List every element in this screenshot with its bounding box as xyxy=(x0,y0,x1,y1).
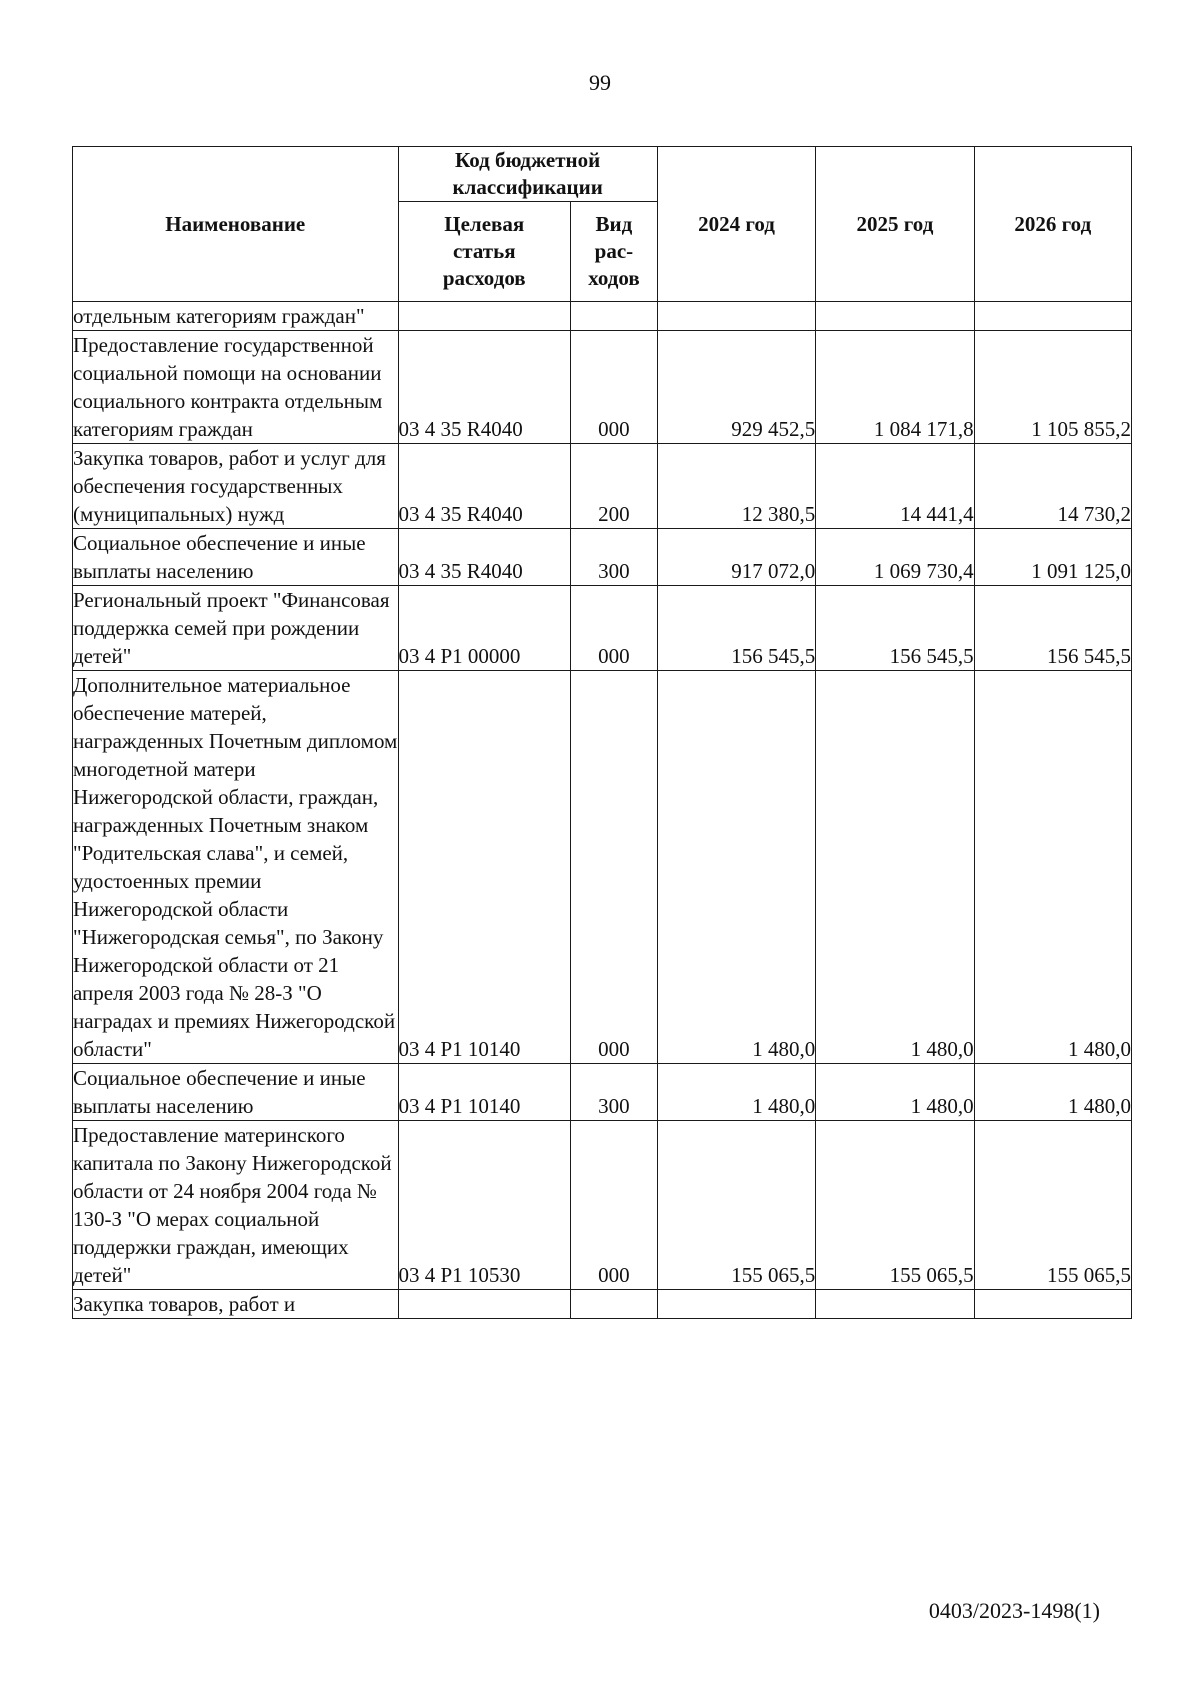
row-value-2026: 1 480,0 xyxy=(974,671,1131,1064)
row-value-2026: 1 091 125,0 xyxy=(974,529,1131,586)
row-expense-type xyxy=(571,302,658,331)
row-name: Закупка товаров, работ и услуг для обеспечения государственных (муниципальных) нужд xyxy=(73,444,399,529)
row-value-2024: 929 452,5 xyxy=(657,331,815,444)
table-row xyxy=(73,586,1132,671)
table-row xyxy=(73,529,1132,586)
row-name: Социальное обеспечение и иные выплаты населению xyxy=(73,1064,399,1121)
row-value-2024: 1 480,0 xyxy=(657,1064,815,1121)
row-target-code xyxy=(398,302,571,331)
row-value-2025: 1 480,0 xyxy=(816,671,974,1064)
row-target-code: 03 4 P1 10140 xyxy=(398,1064,571,1121)
header-target-article: Целевая статья расходов xyxy=(398,202,571,302)
header-2026: 2026 год xyxy=(974,147,1131,302)
row-value-2025: 14 441,4 xyxy=(816,444,974,529)
row-value-2025: 1 084 171,8 xyxy=(816,331,974,444)
row-name: Предоставление материнского капитала по Закону Нижегородской области от 24 ноября 2004 года № 130-З "О мерах социальной поддержки граждан, имеющих детей" xyxy=(73,1121,399,1290)
row-value-2026: 155 065,5 xyxy=(974,1121,1131,1290)
row-value-2026: 1 480,0 xyxy=(974,1064,1131,1121)
row-value-2024: 12 380,5 xyxy=(657,444,815,529)
row-value-2026: 156 545,5 xyxy=(974,586,1131,671)
page-number: 99 xyxy=(589,70,611,95)
row-value-2024 xyxy=(657,1290,815,1319)
row-target-code xyxy=(398,1290,571,1319)
row-target-code: 03 4 P1 10530 xyxy=(398,1121,571,1290)
row-value-2025: 1 069 730,4 xyxy=(816,529,974,586)
document-id: 0403/2023-1498(1) xyxy=(928,1598,1100,1623)
row-expense-type: 000 xyxy=(571,586,658,671)
table-row xyxy=(73,444,1132,529)
row-value-2025: 1 480,0 xyxy=(816,1064,974,1121)
header-2024: 2024 год xyxy=(657,147,815,302)
row-target-code: 03 4 35 R4040 xyxy=(398,529,571,586)
table-row xyxy=(73,1290,1132,1319)
row-expense-type: 300 xyxy=(571,529,658,586)
table-row xyxy=(73,331,1132,444)
table-row xyxy=(73,302,1132,331)
row-target-code: 03 4 35 R4040 xyxy=(398,444,571,529)
row-expense-type: 000 xyxy=(571,1121,658,1290)
row-name: отдельным категориям граждан" xyxy=(73,302,399,331)
row-value-2024: 917 072,0 xyxy=(657,529,815,586)
row-target-code: 03 4 P1 00000 xyxy=(398,586,571,671)
row-value-2025: 155 065,5 xyxy=(816,1121,974,1290)
row-value-2025 xyxy=(816,302,974,331)
row-expense-type: 300 xyxy=(571,1064,658,1121)
row-target-code: 03 4 35 R4040 xyxy=(398,331,571,444)
row-name: Дополнительное материальное обеспечение матерей, награжденных Почетным дипломом многодетной матери Нижегородской области, граждан, награжденных Почетным знаком "Родительская слава", и семей, удостоенных премии Нижегородской области "Нижегородская семья", по Закону Нижегородской области от 21 апреля 2003 года № 28-З "О наградах и премиях Нижегородской области" xyxy=(73,671,399,1064)
row-value-2026: 1 105 855,2 xyxy=(974,331,1131,444)
row-expense-type: 000 xyxy=(571,331,658,444)
row-name: Предоставление государственной социальной помощи на основании социального контракта отдельным категориям граждан xyxy=(73,331,399,444)
table-row xyxy=(73,1121,1132,1290)
header-2025: 2025 год xyxy=(816,147,974,302)
row-name: Закупка товаров, работ и xyxy=(73,1290,399,1319)
row-expense-type: 000 xyxy=(571,671,658,1064)
row-value-2026 xyxy=(974,1290,1131,1319)
row-value-2025 xyxy=(816,1290,974,1319)
row-expense-type xyxy=(571,1290,658,1319)
row-value-2024: 155 065,5 xyxy=(657,1121,815,1290)
header-expense-type: Вид рас-ходов xyxy=(571,202,658,302)
row-name: Социальное обеспечение и иные выплаты населению xyxy=(73,529,399,586)
row-value-2026: 14 730,2 xyxy=(974,444,1131,529)
row-value-2024 xyxy=(657,302,815,331)
row-value-2024: 1 480,0 xyxy=(657,671,815,1064)
budget-table xyxy=(72,146,1132,1319)
row-value-2025: 156 545,5 xyxy=(816,586,974,671)
table-row xyxy=(73,1064,1132,1121)
row-value-2024: 156 545,5 xyxy=(657,586,815,671)
row-target-code: 03 4 P1 10140 xyxy=(398,671,571,1064)
row-value-2026 xyxy=(974,302,1131,331)
header-code-group: Код бюджетной классификации xyxy=(398,147,657,202)
row-expense-type: 200 xyxy=(571,444,658,529)
table-row xyxy=(73,671,1132,1064)
header-name: Наименование xyxy=(73,147,399,302)
row-name: Региональный проект "Финансовая поддержка семей при рождении детей" xyxy=(73,586,399,671)
